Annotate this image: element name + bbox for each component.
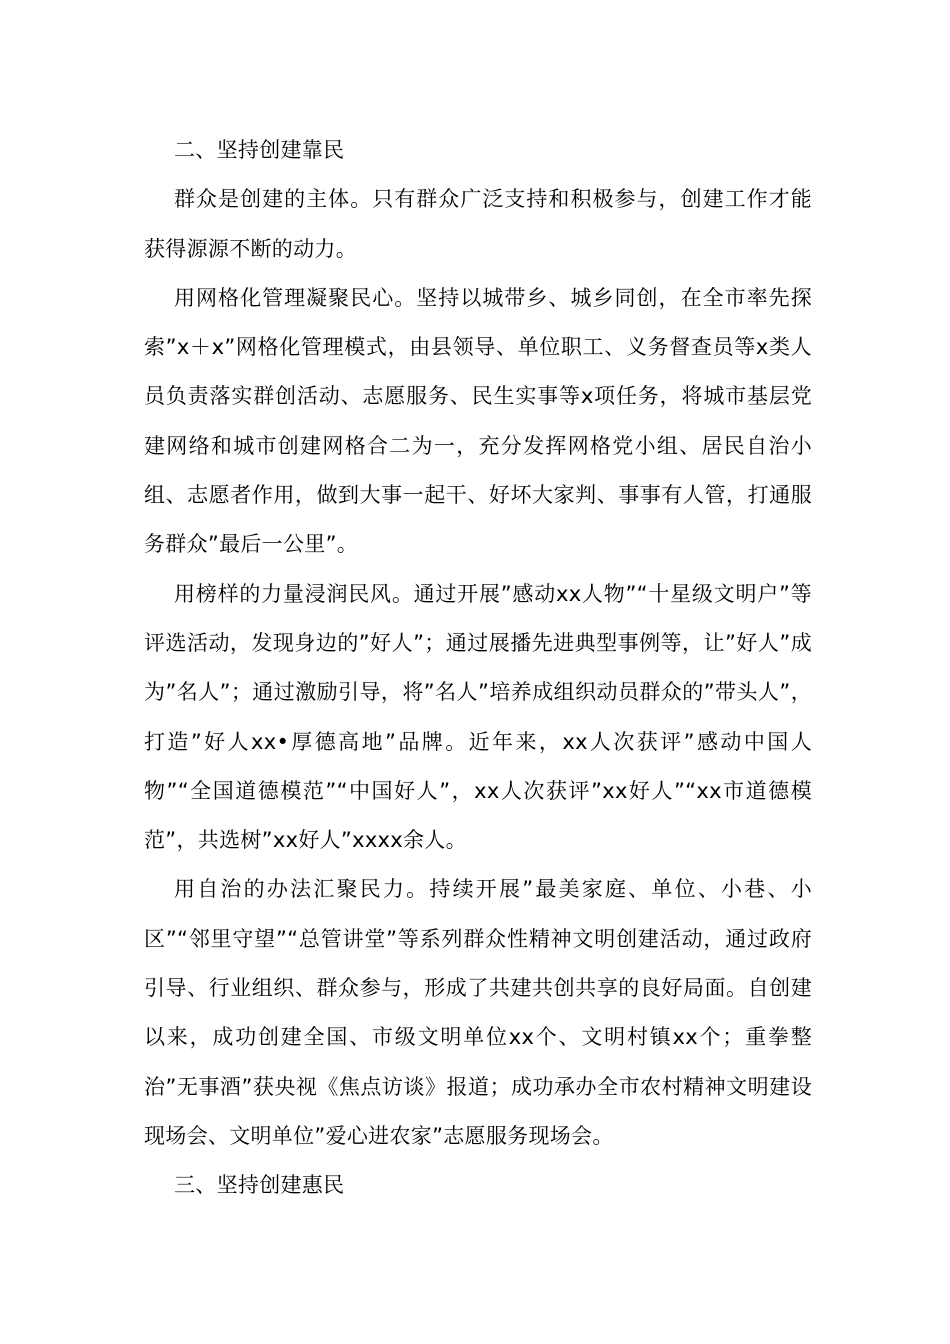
paragraph-self-governance: 用自治的办法汇聚民力。持续开展”最美家庭、单位、小巷、小区”“邻里守望”“总管讲堂”等系列群众性精神文明创建活动，通过政府引导、行业组织、群众参与，形成了共建共创共享的良好局面。自创建以来，成功创建全国、市级文明单位xx个、文明村镇xx个；重拳整治”无事酒”获央视《焦点访谈》报道；成功承办全市农村精神文明建设现场会、文明单位”爱心进农家”志愿服务现场会。 [144,877,812,1148]
document-body [144,126,812,1211]
section-heading-2: 二、坚持创建靠民 [174,138,345,162]
paragraph-grid-management: 用网格化管理凝聚民心。坚持以城带乡、城乡同创，在全市率先探索”x＋x”网格化管理模式，由县领导、单位职工、义务督查员等x类人员负责落实群创活动、志愿服务、民生实事等x项任务，将城市基层党建网络和城市创建网格合二为一，充分发挥网格党小组、居民自治小组、志愿者作用，做到大事一起干、好坏大家判、事事有人管，打通服务群众”最后一公里”。 [144,285,812,557]
paragraph-intro: 群众是创建的主体。只有群众广泛支持和积极参与，创建工作才能获得源源不断的动力。 [144,187,812,261]
paragraph-role-models: 用榜样的力量浸润民风。通过开展”感动xx人物”“十星级文明户”等评选活动，发现身边的”好人”；通过展播先进典型事例等，让”好人”成为”名人”；通过激励引导，将”名人”培养成组织动员群众的”带头人”，打造”好人xx•厚德高地”品牌。近年来，xx人次获评”感动中国人物”“全国道德模范”“中国好人”，xx人次获评”xx好人”“xx市道德模范”，共选树”xx好人”xxxx余人。 [144,581,812,853]
section-heading-3: 三、坚持创建惠民 [174,1173,345,1198]
